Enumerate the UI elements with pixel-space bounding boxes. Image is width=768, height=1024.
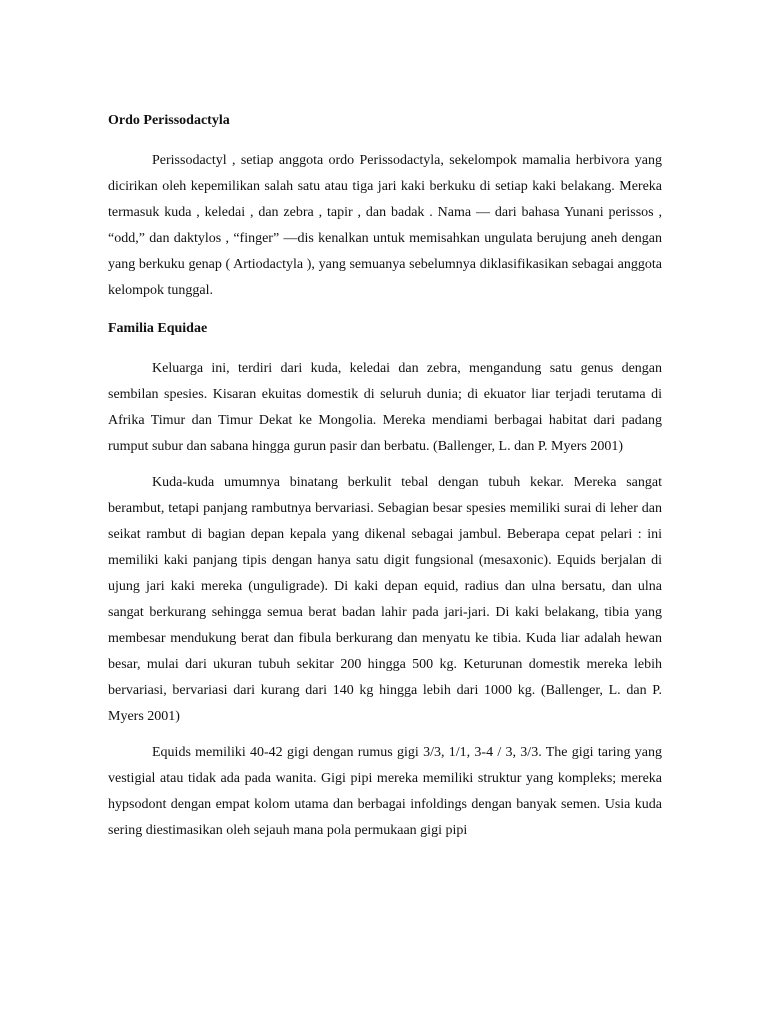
paragraph: Perissodactyl , setiap anggota ordo Perissodactyla, sekelompok mamalia herbivora yang dicirikan oleh kepemilikan salah satu atau tiga jari kaki berkuku di setiap kaki belakang. Mereka termasuk kuda , keledai , dan zebra , tapir , dan badak . Nama — dari bahasa Yunani perissos , “odd,” dan daktylos , “finger” —dis kenalkan untuk memisahkan ungulata berujung aneh dengan yang berkuku genap ( Artiodactyla ), yang semuanya sebelumnya diklasifikasikan sebagai anggota kelompok tunggal.	[108, 153, 662, 298]
paragraph: Equids memiliki 40-42 gigi dengan rumus gigi 3/3, 1/1, 3-4 / 3, 3/3. The gigi taring yang vestigial atau tidak ada pada wanita. Gigi pipi mereka memiliki struktur yang kompleks; mereka hypsodont dengan empat kolom utama dan berbagai infoldings dengan banyak semen. Usia kuda sering diestimasikan oleh sejauh mana pola permukaan gigi pipi	[108, 745, 662, 838]
section-heading: Familia Equidae	[108, 321, 208, 336]
section-heading: Ordo Perissodactyla	[108, 113, 230, 128]
paragraph: Kuda-kuda umumnya binatang berkulit tebal dengan tubuh kekar. Mereka sangat berambut, tetapi panjang rambutnya bervariasi. Sebagian besar spesies memiliki surai di leher dan seikat rambut di bagian depan kepala yang dikenal sebagai jambul. Beberapa cepat pelari : ini memiliki kaki panjang tipis dengan hanya satu digit fungsional (mesaxonic). Equids berjalan di ujung jari kaki mereka (unguligrade). Di kaki depan equid, radius dan ulna bersatu, dan ulna sangat berkurang sehingga semua berat badan lahir pada jari-jari. Di kaki belakang, tibia yang membesar mendukung berat dan fibula berkurang dan menyatu ke tibia. Kuda liar adalah hewan besar, mulai dari ukuran tubuh sekitar 200 hingga 500 kg. Keturunan domestik mereka lebih bervariasi, bervariasi dari kurang dari 140 kg hingga lebih dari 1000 kg. (Ballenger, L. dan P. Myers 2001)	[108, 475, 662, 724]
section-ordo-perissodactyla	[108, 108, 662, 304]
section-familia-equidae	[108, 316, 662, 844]
paragraph: Keluarga ini, terdiri dari kuda, keledai dan zebra, mengandung satu genus dengan sembilan spesies. Kisaran ekuitas domestik di seluruh dunia; di ekuator liar terjadi terutama di Afrika Timur dan Timur Dekat ke Mongolia. Mereka mendiami berbagai habitat dari padang rumput subur dan sabana hingga gurun pasir dan berbatu. (Ballenger, L. dan P. Myers 2001)	[108, 361, 662, 454]
